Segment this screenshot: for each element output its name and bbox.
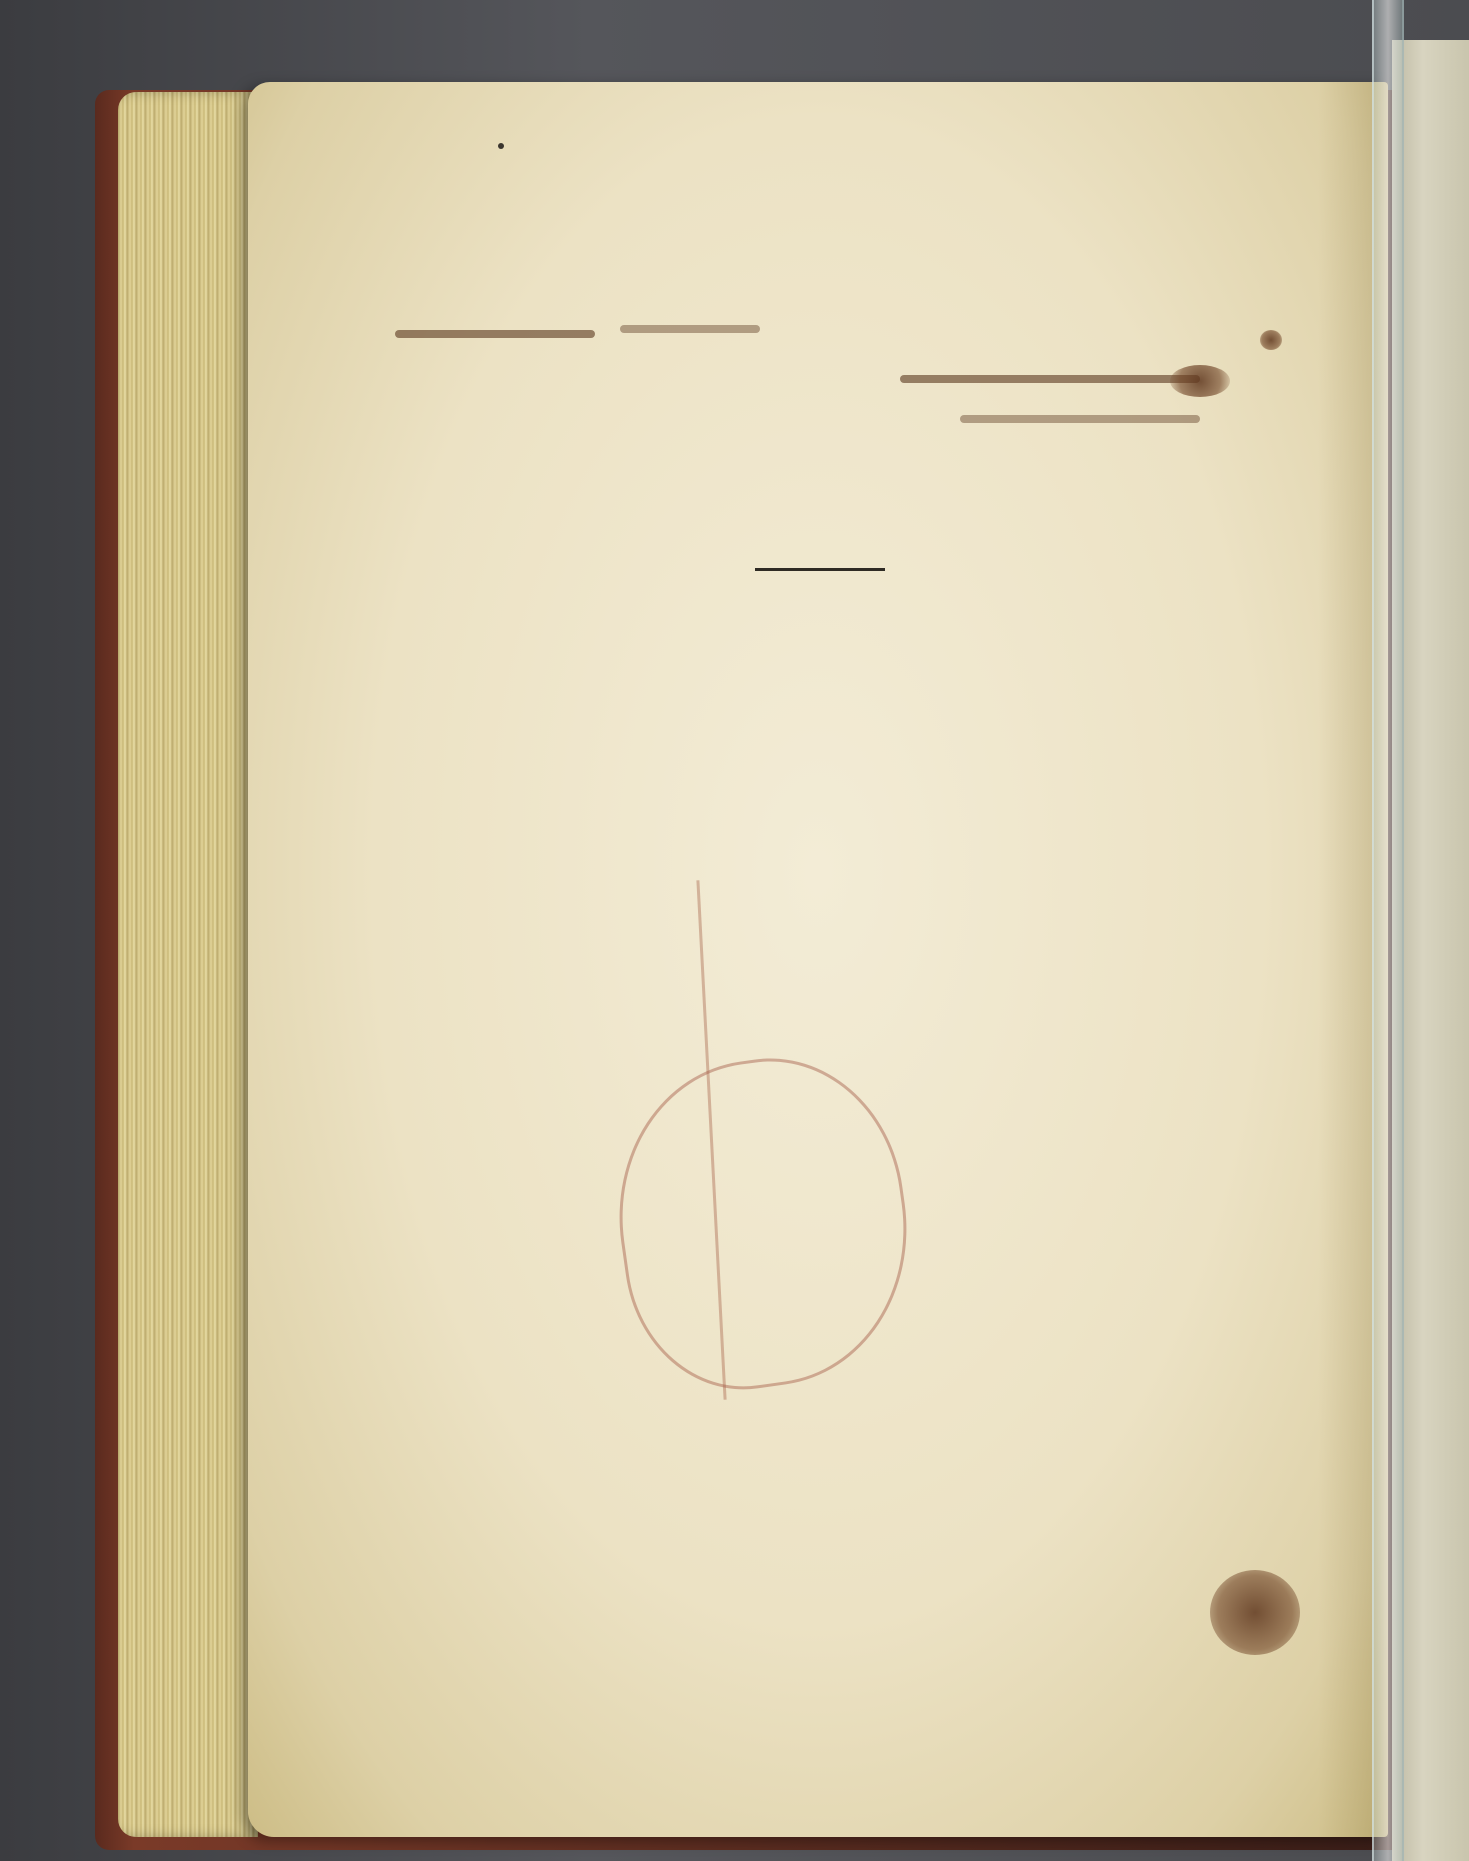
book-page: [248, 82, 1388, 1837]
stain-streak: [395, 330, 595, 338]
printer-dot: [498, 143, 504, 149]
stain-streak: [620, 325, 760, 333]
stain-streak: [960, 415, 1200, 423]
stain-spot: [1260, 330, 1282, 350]
stain-spot: [1210, 1570, 1300, 1655]
stain-streak: [900, 375, 1200, 383]
page-edges: [118, 92, 258, 1837]
section-rule: [755, 568, 885, 571]
stain-spot: [1170, 365, 1230, 397]
glass-plate: [1372, 0, 1404, 1861]
